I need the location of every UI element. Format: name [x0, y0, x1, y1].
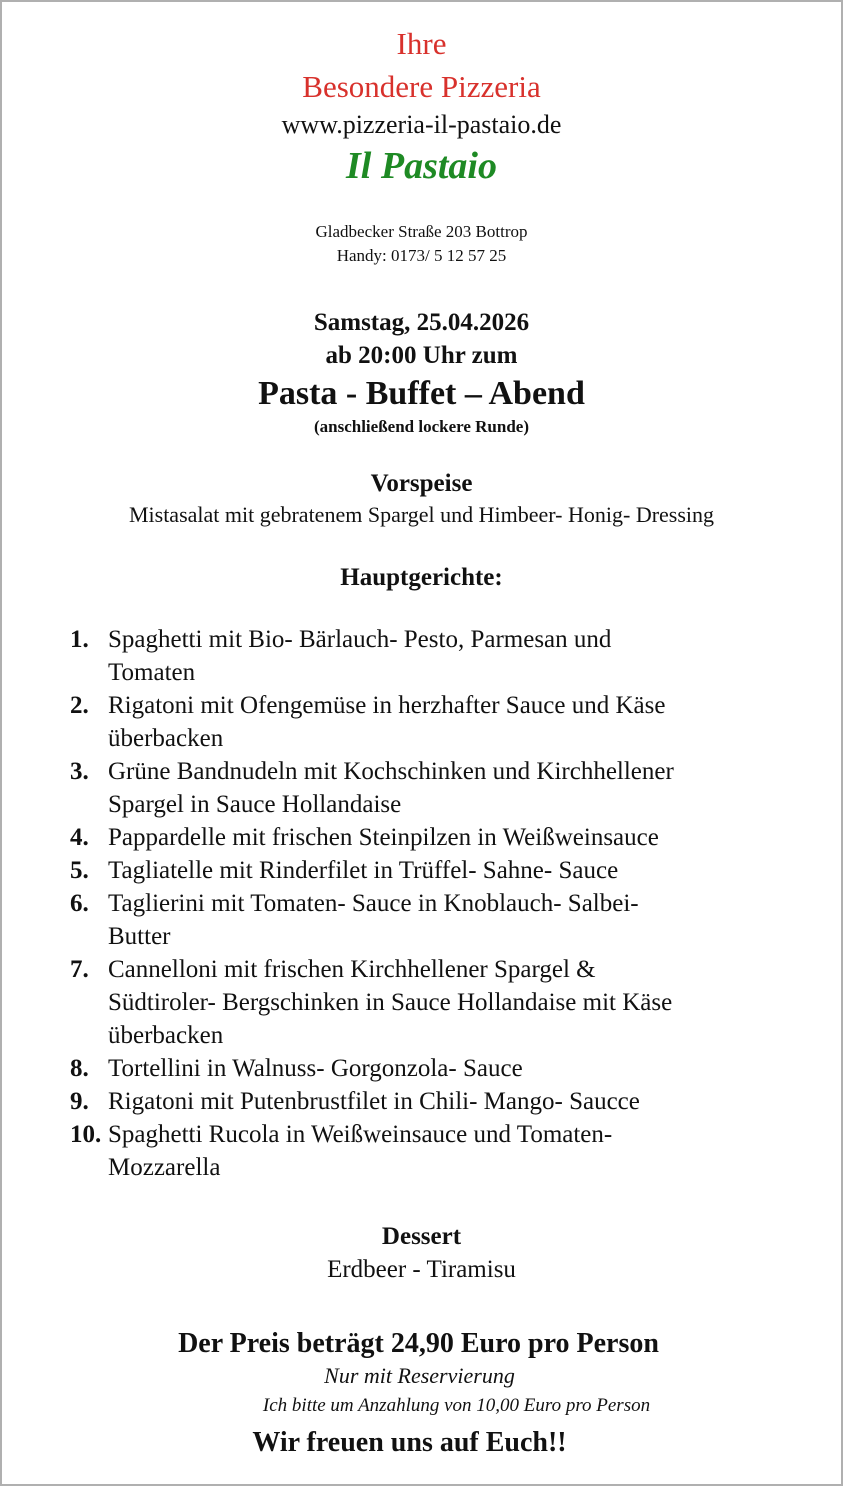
menu-item [70, 887, 790, 953]
menu-item-number: 4. [70, 824, 89, 851]
menu-item [70, 1085, 790, 1118]
menu-item-line: Pappardelle mit frischen Steinpilzen in Weißweinsauce [108, 824, 659, 851]
menu-item-line: überbacken [108, 1022, 224, 1049]
menu-item-line: überbacken [108, 725, 224, 752]
deposit-note: Ich bitte um Anzahlung von 10,00 Euro pro Person [262, 1395, 651, 1416]
menu-item-text [108, 1052, 790, 1085]
menu-item-line: Rigatoni mit Putenbrustfilet in Chili- Mango- Saucce [108, 1088, 640, 1115]
menu-item-line: Spargel in Sauce Hollandaise [108, 791, 402, 818]
starter-heading: Vorspeise [370, 470, 473, 497]
website-url: www.pizzeria-il-pastaio.de [281, 110, 562, 139]
restaurant-logo: Il Pastaio [346, 145, 497, 187]
menu-item [70, 1052, 790, 1085]
phone-number: Handy: 0173/ 5 12 57 25 [336, 246, 507, 265]
menu-item [70, 689, 790, 755]
menu-item-number: 9. [70, 1088, 89, 1115]
menu-item-number: 5. [70, 857, 89, 884]
event-time: ab 20:00 Uhr zum [325, 342, 518, 369]
menu-item-line: Cannelloni mit frischen Kirchhellener Spargel & [108, 956, 596, 983]
menu-item-line: Tomaten [108, 659, 196, 686]
menu-item-text [108, 821, 790, 854]
menu-item-number: 6. [70, 890, 89, 917]
menu-item-line: Butter [108, 923, 171, 950]
dessert-dish: Erdbeer - Tiramisu [327, 1256, 516, 1283]
event-date: Samstag, 25.04.2026 [313, 309, 530, 336]
menu-item-number: 8. [70, 1055, 89, 1082]
tagline-line2: Besondere Pizzeria [302, 69, 541, 104]
menu-item-number: 1. [70, 626, 89, 653]
menu-item [70, 821, 790, 854]
main-course-list [70, 623, 790, 1184]
menu-item-line: Tagliatelle mit Rinderfilet in Trüffel- Sahne- Sauce [108, 857, 619, 884]
event-title: Pasta - Buffet – Abend [258, 375, 585, 412]
menu-item-line: Mozzarella [108, 1154, 221, 1181]
menu-item-line: Tortellini in Walnuss- Gorgonzola- Sauce [108, 1055, 523, 1082]
menu-item-text [108, 953, 790, 1052]
menu-item-text [108, 1085, 790, 1118]
menu-item [70, 953, 790, 1052]
menu-item-text [108, 689, 790, 755]
menu-item-text [108, 755, 790, 821]
menu-item [70, 755, 790, 821]
menu-item-text [108, 623, 790, 689]
menu-item-line: Spaghetti mit Bio- Bärlauch- Pesto, Parmesan und [108, 626, 612, 653]
starter-dish: Mistasalat mit gebratenem Spargel und Himbeer- Honig- Dressing [128, 502, 715, 527]
menu-item-number: 7. [70, 956, 89, 983]
menu-item-text [108, 1118, 790, 1184]
menu-item-number: 2. [70, 692, 89, 719]
address: Gladbecker Straße 203 Bottrop [315, 222, 528, 241]
menu-item [70, 854, 790, 887]
menu-item-text [108, 887, 790, 953]
menu-item [70, 623, 790, 689]
menu-item-line: Spaghetti Rucola in Weißweinsauce und Tomaten- [108, 1121, 613, 1148]
tagline-line1: Ihre [396, 26, 447, 61]
menu-item-line: Taglierini mit Tomaten- Sauce in Knoblauch- Salbei- [108, 890, 639, 917]
menu-item-text [108, 854, 790, 887]
closing-message: Wir freuen uns auf Euch!! [252, 1427, 567, 1458]
main-course-heading: Hauptgerichte: [340, 564, 503, 591]
event-note: (anschließend lockere Runde) [313, 417, 530, 436]
menu-item-number: 3. [70, 758, 89, 785]
reservation-note: Nur mit Reservierung [324, 1363, 515, 1388]
menu-item-line: Südtiroler- Bergschinken in Sauce Hollandaise mit Käse [108, 989, 673, 1016]
price-statement: Der Preis beträgt 24,90 Euro pro Person [178, 1328, 659, 1359]
menu-item [70, 1118, 790, 1184]
menu-item-number: 10. [70, 1121, 102, 1148]
menu-item-line: Rigatoni mit Ofengemüse in herzhafter Sauce und Käse [108, 692, 666, 719]
menu-item-line: Grüne Bandnudeln mit Kochschinken und Kirchhellener [108, 758, 674, 785]
dessert-heading: Dessert [381, 1223, 462, 1250]
